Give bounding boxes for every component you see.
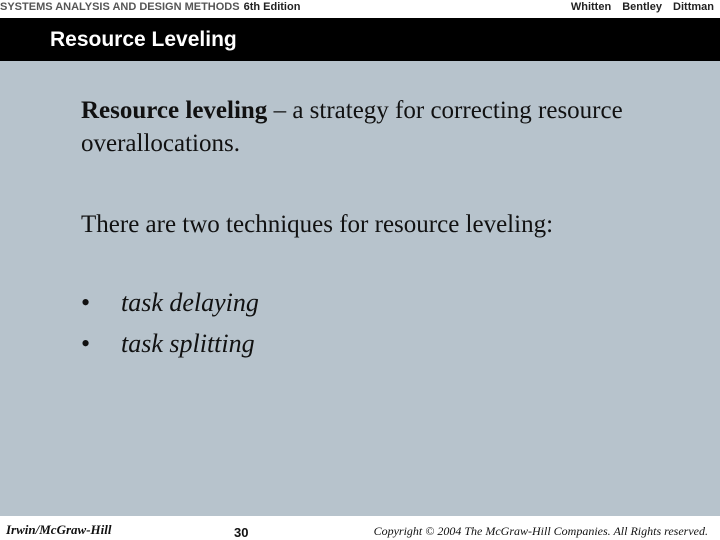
copyright-notice: Copyright © 2004 The McGraw-Hill Companies. All Rights reserved. bbox=[373, 524, 708, 538]
book-title bbox=[0, 0, 300, 14]
definition-paragraph bbox=[81, 94, 701, 160]
definition-text: – a strategy for correcting resource overallocations. bbox=[81, 97, 623, 157]
technique-label: task splitting bbox=[121, 329, 255, 358]
page-number: 30 bbox=[234, 525, 249, 540]
list-item bbox=[81, 323, 259, 364]
slide-title: Resource Leveling bbox=[50, 28, 237, 51]
author-name: Bentley bbox=[622, 1, 662, 13]
techniques-intro: There are two techniques for resource leveling: bbox=[81, 211, 554, 238]
author-name: Whitten bbox=[570, 1, 612, 13]
bullet-icon: • bbox=[81, 288, 91, 317]
technique-label: task delaying bbox=[121, 288, 259, 317]
author-list bbox=[563, 0, 714, 14]
bullet-icon: • bbox=[81, 329, 91, 358]
publisher-label: Irwin/McGraw-Hill bbox=[6, 522, 112, 537]
top-header-bar bbox=[0, 0, 720, 16]
author-name: Dittman bbox=[673, 1, 714, 13]
book-edition: 6th Edition bbox=[243, 1, 301, 13]
list-item bbox=[81, 282, 259, 323]
techniques-list bbox=[81, 282, 259, 364]
definition-term: Resource leveling bbox=[81, 97, 268, 124]
book-title-text: SYSTEMS ANALYSIS AND DESIGN METHODS bbox=[0, 1, 240, 13]
